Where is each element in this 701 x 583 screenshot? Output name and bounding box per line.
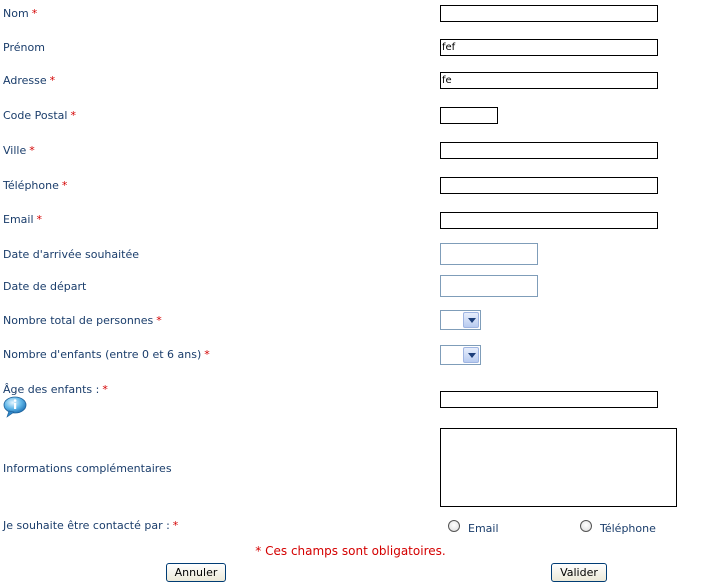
submit-button[interactable]: Valider	[551, 563, 607, 582]
informations-label: Informations complémentaires	[3, 462, 172, 475]
date-depart-label: Date de départ	[3, 280, 87, 293]
date-arrivee-input[interactable]	[440, 243, 538, 265]
contact-label: Je souhaite être contacté par : *	[3, 519, 179, 532]
cancel-button[interactable]: Annuler	[166, 563, 226, 582]
ville-input[interactable]	[440, 142, 658, 159]
contact-email-label[interactable]: Email	[468, 522, 499, 535]
age-enfants-label: Âge des enfants : *	[3, 383, 108, 396]
contact-email-radio[interactable]	[448, 520, 460, 532]
ville-label: Ville *	[3, 144, 35, 157]
telephone-label: Téléphone *	[3, 179, 68, 192]
adresse-label: Adresse *	[3, 74, 56, 87]
required-fields-note: * Ces champs sont obligatoires.	[255, 544, 446, 558]
prenom-label: Prénom	[3, 41, 45, 54]
prenom-input[interactable]: fef	[440, 39, 658, 56]
email-input[interactable]	[440, 212, 658, 229]
nombre-enfants-select[interactable]	[440, 345, 481, 365]
code-postal-input[interactable]	[440, 107, 498, 124]
date-arrivee-label: Date d'arrivée souhaitée	[3, 248, 140, 261]
nombre-enfants-label: Nombre d'enfants (entre 0 et 6 ans) *	[3, 348, 210, 361]
nom-label: Nom *	[3, 7, 38, 20]
code-postal-label: Code Postal *	[3, 109, 76, 122]
date-depart-input[interactable]	[440, 275, 538, 297]
chevron-down-icon[interactable]	[463, 347, 479, 363]
informations-textarea[interactable]	[440, 428, 677, 507]
nom-input[interactable]	[440, 5, 658, 22]
nombre-personnes-select[interactable]	[440, 310, 481, 330]
contact-telephone-label[interactable]: Téléphone	[600, 522, 656, 535]
nombre-personnes-label: Nombre total de personnes *	[3, 314, 162, 327]
info-bubble-icon[interactable]	[3, 396, 27, 418]
age-enfants-input[interactable]	[440, 391, 658, 408]
adresse-input[interactable]: fe	[440, 72, 658, 89]
email-label: Email *	[3, 213, 43, 226]
telephone-input[interactable]	[440, 177, 658, 194]
contact-telephone-radio[interactable]	[580, 520, 592, 532]
chevron-down-icon[interactable]	[463, 312, 479, 328]
